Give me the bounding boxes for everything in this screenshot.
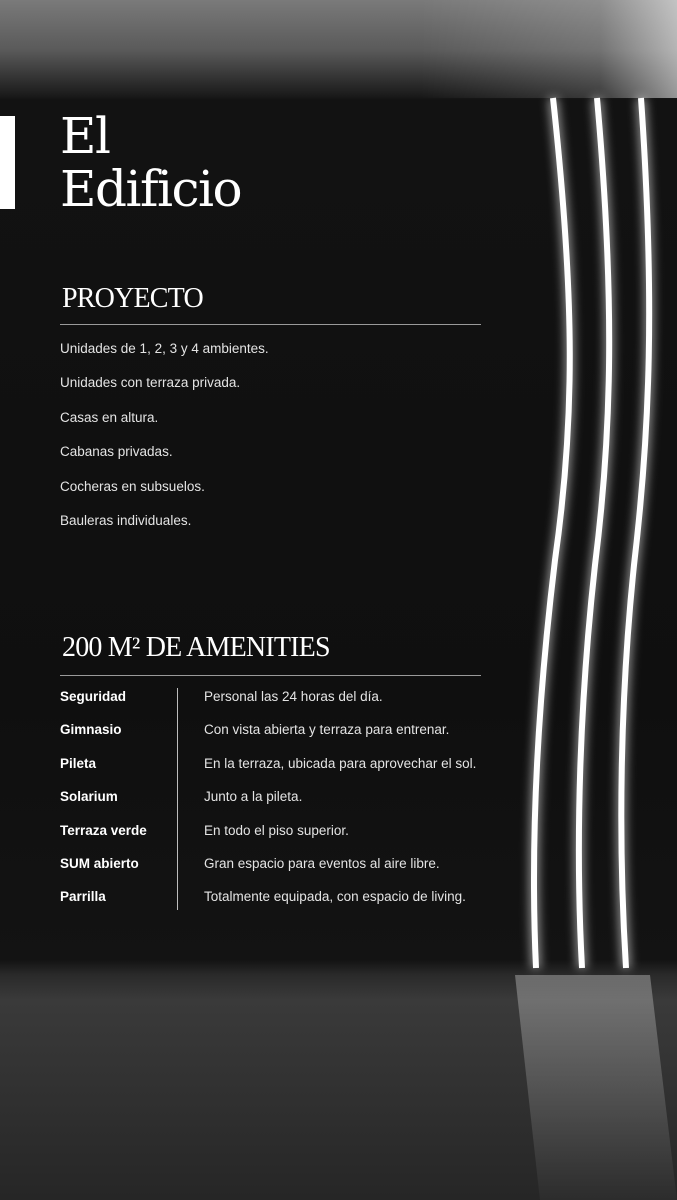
light-strip-2 [579, 98, 609, 968]
list-item: Unidades con terraza privada. [60, 375, 241, 391]
title-line-2: Edificio [60, 160, 242, 218]
light-strip-1 [534, 98, 570, 968]
ceiling-glow [420, 0, 677, 98]
table-row [60, 753, 500, 786]
amenity-name: Seguridad [60, 689, 127, 704]
title-line-1: El [60, 107, 110, 165]
list-item: Casas en altura. [60, 409, 159, 425]
amenity-name: SUM abierto [60, 855, 139, 871]
proyecto-heading: PROYECTO [62, 283, 203, 314]
table-row [60, 886, 500, 919]
amenity-description: Totalmente equipada, con espacio de living. [204, 889, 466, 905]
proyecto-divider [60, 324, 481, 325]
table-row [60, 686, 500, 719]
amenity-name: Solarium [60, 789, 118, 805]
amenity-description: Gran espacio para eventos al aire libre. [204, 855, 440, 871]
title-accent-bar [0, 116, 15, 209]
amenity-name: Terraza verde [60, 822, 147, 838]
amenity-name: Parrilla [60, 889, 106, 905]
floor-reflection [515, 975, 677, 1200]
amenity-name: Pileta [60, 755, 97, 771]
amenities-table [60, 686, 500, 920]
amenity-description: Junto a la pileta. [204, 789, 303, 805]
page-title [60, 107, 242, 218]
table-row [60, 786, 500, 819]
amenity-description: En la terraza, ubicada para aprovechar el sol. [204, 755, 477, 771]
amenity-description: En todo el piso superior. [204, 822, 349, 838]
list-item: Unidades de 1, 2, 3 y 4 ambientes. [60, 341, 269, 356]
table-row [60, 719, 500, 752]
amenities-heading: 200 M² DE AMENITIES [62, 632, 330, 663]
table-row [60, 820, 500, 853]
amenities-divider [60, 675, 481, 676]
amenity-name: Gimnasio [60, 722, 122, 738]
list-item: Bauleras individuales. [60, 512, 192, 528]
proyecto-list [60, 338, 269, 544]
table-row [60, 853, 500, 886]
amenity-description: Con vista abierta y terraza para entrenar. [204, 722, 450, 738]
amenity-description: Personal las 24 horas del día. [204, 689, 383, 704]
list-item: Cocheras en subsuelos. [60, 478, 205, 494]
list-item: Cabanas privadas. [60, 444, 173, 460]
